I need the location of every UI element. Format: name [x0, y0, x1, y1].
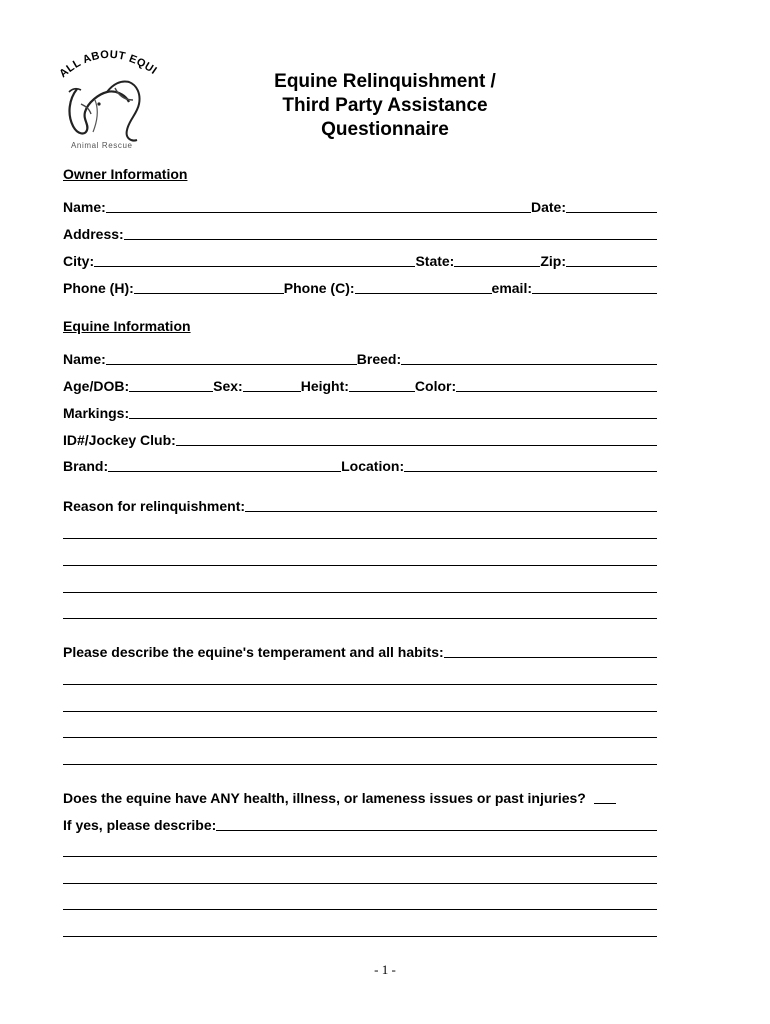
brand-field[interactable]	[108, 457, 341, 472]
color-field[interactable]	[456, 377, 657, 392]
address-row	[63, 224, 657, 242]
address-label: Address:	[63, 226, 124, 242]
location-label: Location:	[341, 458, 405, 474]
temperament-row	[63, 642, 657, 660]
reason-line-1[interactable]	[63, 538, 657, 539]
title-line-1: Equine Relinquishment /	[274, 71, 496, 92]
height-label: Height:	[300, 378, 349, 394]
health-line-4[interactable]	[63, 936, 657, 937]
title-line-3: Questionnaire	[321, 119, 449, 140]
temperament-label: Please describe the equine's temperament and all habits:	[63, 644, 444, 660]
svg-text:ALL ABOUT EQUINE	[55, 44, 159, 80]
height-field[interactable]	[349, 377, 415, 392]
page-title	[230, 70, 540, 142]
phone-row	[63, 278, 657, 296]
state-field[interactable]	[454, 252, 540, 267]
email-label: email:	[491, 280, 532, 296]
reason-line-3[interactable]	[63, 592, 657, 593]
temperament-line-3[interactable]	[63, 737, 657, 738]
phone-cell-label: Phone (C):	[283, 280, 355, 296]
if-yes-label: If yes, please describe:	[63, 817, 217, 833]
age-row	[63, 376, 657, 394]
logo-bottom-text: Animal Rescue	[71, 141, 133, 150]
reason-field[interactable]	[245, 497, 657, 512]
id-row	[63, 430, 657, 448]
if-yes-row	[63, 815, 657, 833]
sex-label: Sex:	[213, 378, 243, 394]
reason-line-2[interactable]	[63, 565, 657, 566]
health-question: Does the equine have ANY health, illness, or lameness issues or past injuries?	[63, 790, 586, 806]
age-label: Age/DOB:	[63, 378, 130, 394]
city-row	[63, 251, 657, 269]
age-field[interactable]	[129, 377, 213, 392]
temperament-line-1[interactable]	[63, 684, 657, 685]
temperament-line-2[interactable]	[63, 711, 657, 712]
address-field[interactable]	[124, 225, 657, 240]
health-line-3[interactable]	[63, 909, 657, 910]
rescue-logo	[55, 44, 160, 154]
temperament-line-4[interactable]	[63, 764, 657, 765]
zip-field[interactable]	[566, 252, 657, 267]
equine-name-label: Name:	[63, 351, 106, 367]
health-line-1[interactable]	[63, 856, 657, 857]
brand-label: Brand:	[63, 458, 109, 474]
markings-row	[63, 403, 657, 421]
if-yes-field[interactable]	[216, 816, 657, 831]
phone-home-label: Phone (H):	[63, 280, 134, 296]
phone-home-field[interactable]	[134, 279, 284, 294]
markings-field[interactable]	[129, 404, 657, 419]
city-label: City:	[63, 253, 95, 269]
owner-name-label: Name:	[63, 199, 106, 215]
color-label: Color:	[414, 378, 457, 394]
brand-row	[63, 456, 657, 474]
page-number: - 1 -	[374, 962, 396, 977]
owner-name-row	[63, 197, 657, 215]
id-label: ID#/Jockey Club:	[63, 432, 176, 448]
location-field[interactable]	[404, 457, 657, 472]
reason-line-4[interactable]	[63, 618, 657, 619]
title-line-2: Third Party Assistance	[282, 95, 488, 116]
email-field[interactable]	[532, 279, 657, 294]
zip-label: Zip:	[540, 253, 566, 269]
markings-label: Markings:	[63, 405, 130, 421]
date-field[interactable]	[566, 198, 657, 213]
owner-section-heading: Owner Information	[63, 166, 188, 182]
equine-name-row	[63, 349, 657, 367]
breed-label: Breed:	[356, 351, 402, 367]
reason-label: Reason for relinquishment:	[63, 498, 246, 514]
sex-field[interactable]	[243, 377, 301, 392]
health-answer-field[interactable]	[594, 789, 616, 804]
horse-head-logo-icon	[55, 44, 160, 154]
health-line-2[interactable]	[63, 883, 657, 884]
health-row	[63, 788, 657, 806]
temperament-field[interactable]	[444, 643, 657, 658]
equine-name-field[interactable]	[106, 350, 357, 365]
logo-top-text: ALL ABOUT EQUI	[57, 48, 160, 81]
phone-cell-field[interactable]	[355, 279, 492, 294]
id-field[interactable]	[176, 431, 657, 446]
equine-section-heading: Equine Information	[63, 318, 191, 334]
breed-field[interactable]	[401, 350, 657, 365]
city-field[interactable]	[94, 252, 415, 267]
date-label: Date:	[530, 199, 566, 215]
state-label: State:	[415, 253, 455, 269]
owner-name-field[interactable]	[106, 198, 531, 213]
reason-row	[63, 496, 657, 514]
